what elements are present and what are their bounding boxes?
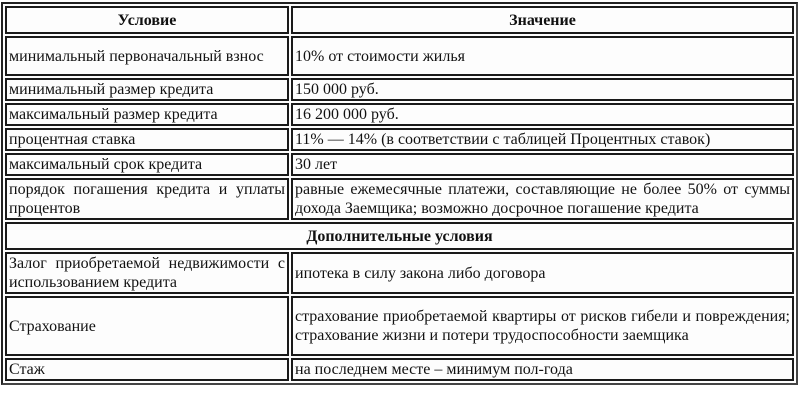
value-cell: равные ежемесячные платежи, составляющие не более 50% от суммы дохода Заемщика; возможно досрочное погашение кредита — [291, 178, 794, 220]
header-value: Значение — [291, 6, 794, 34]
value-cell: на последнем месте – минимум пол-года — [291, 358, 794, 381]
condition-cell: Стаж — [5, 358, 289, 381]
header-condition: Условие — [5, 6, 289, 34]
section-title: Дополнительные условия — [5, 222, 794, 250]
value-cell: 16 200 000 руб. — [291, 103, 794, 126]
section-header-row — [5, 222, 794, 250]
value-cell: 150 000 руб. — [291, 78, 794, 101]
table-row — [5, 128, 794, 151]
condition-cell: Страхование — [5, 296, 289, 356]
value-cell: ипотека в силу закона либо договора — [291, 252, 794, 294]
condition-cell: порядок погашения кредита и уплаты процентов — [5, 178, 289, 220]
table-row — [5, 78, 794, 101]
table-row — [5, 358, 794, 381]
table-row — [5, 36, 794, 76]
value-cell: 10% от стоимости жилья — [291, 36, 794, 76]
condition-cell: максимальный размер кредита — [5, 103, 289, 126]
condition-cell: минимальный первоначальный взнос — [5, 36, 289, 76]
condition-cell: минимальный размер кредита — [5, 78, 289, 101]
table-row — [5, 153, 794, 176]
table-row — [5, 178, 794, 220]
table-row — [5, 296, 794, 356]
value-cell: 30 лет — [291, 153, 794, 176]
value-cell: 11% — 14% (в соответствии с таблицей Процентных ставок) — [291, 128, 794, 151]
table-header-row — [5, 6, 794, 34]
condition-cell: максимальный срок кредита — [5, 153, 289, 176]
mortgage-conditions-table — [1, 2, 798, 385]
condition-cell: Залог приобретаемой недвижимости с использованием кредита — [5, 252, 289, 294]
value-cell: страхование приобретаемой квартиры от рисков гибели и повреждения; страхование жизни и потери трудоспособности заемщика — [291, 296, 794, 356]
condition-cell: процентная ставка — [5, 128, 289, 151]
table-row — [5, 103, 794, 126]
table-row — [5, 252, 794, 294]
